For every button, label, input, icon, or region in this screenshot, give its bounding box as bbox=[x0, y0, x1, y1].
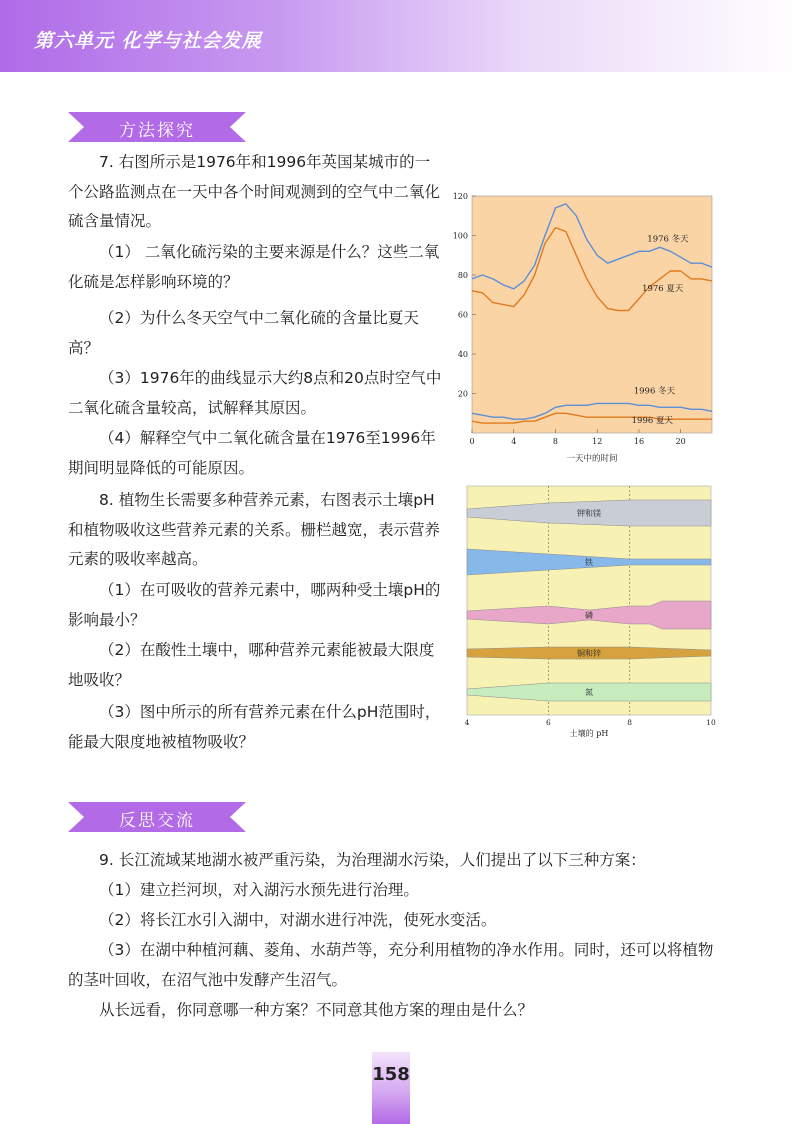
x-tick-label: 0 bbox=[469, 437, 475, 446]
x-tick-label: 10 bbox=[706, 718, 716, 727]
y-tick-label: 60 bbox=[457, 310, 468, 320]
nutrient-label: 铁 bbox=[585, 558, 593, 567]
nutrient-label: 氮 bbox=[585, 688, 593, 697]
x-tick-label: 4 bbox=[511, 437, 517, 446]
section-banner-method bbox=[68, 112, 246, 142]
q7-sub1: （1） 二氧化硫污染的主要来源是什么？这些二氧化硫是怎样影响环境的？ bbox=[68, 243, 440, 291]
series-label: 1976 冬天 bbox=[647, 234, 689, 245]
section-title: 方法探究 bbox=[119, 121, 195, 141]
y-tick-label: 100 bbox=[452, 231, 468, 241]
nutrient-label: 铜和锌 bbox=[577, 649, 601, 658]
soil-ph-nutrient-chart bbox=[455, 482, 720, 742]
series-label: 1996 夏天 bbox=[631, 416, 673, 427]
section-banner-reflection bbox=[68, 802, 246, 832]
q8-sub2: （2）在酸性土壤中，哪种营养元素能被最大限度地吸收？ bbox=[68, 641, 435, 689]
x-tick-label: 16 bbox=[633, 437, 645, 446]
x-axis-label: 一天中的时间 bbox=[566, 454, 618, 464]
q9-intro: 9. 长江流域某地湖水被严重污染，为治理湖水污染，人们提出了以下三种方案： bbox=[99, 851, 646, 869]
q7-sub3: （3）1976年的曲线显示大约8点和20点时空气中二氧化硫含量较高，试解释其原因。 bbox=[68, 369, 442, 417]
x-tick-label: 6 bbox=[545, 718, 551, 727]
page-number: 158 bbox=[372, 1064, 410, 1085]
q9-sub3: （3）在湖中种植河藕、菱角、水葫芦等，充分利用植物的净水作用。同时，还可以将植物的茎叶回收，在沼气池中发酵产生沼气。 bbox=[68, 941, 714, 989]
chart-plot-background bbox=[472, 196, 712, 433]
x-tick-label: 8 bbox=[552, 437, 559, 446]
unit-header bbox=[0, 0, 800, 72]
section-title: 反思交流 bbox=[119, 811, 195, 831]
y-tick-label: 20 bbox=[457, 389, 468, 399]
q7-intro: 7. 右图所示是1976年和1996年英国某城市的一个公路监测点在一天中各个时间观测到的空气中二氧化硫含量情况。 bbox=[68, 153, 441, 230]
page-number-tab bbox=[372, 1052, 410, 1124]
series-label: 1976 夏天 bbox=[642, 283, 684, 294]
x-tick-label: 4 bbox=[464, 718, 470, 727]
q9-closing: 从长远看，你同意哪一种方案？不同意其他方案的理由是什么？ bbox=[99, 1001, 534, 1019]
so2-line-chart bbox=[448, 190, 718, 470]
y-tick-label: 80 bbox=[457, 271, 468, 280]
q7-sub2: （2）为什么冬天空气中二氧化硫的含量比夏天高？ bbox=[68, 309, 419, 357]
x-tick-label: 20 bbox=[675, 437, 686, 446]
q9-sub1: （1）建立拦河坝，对入湖污水预先进行治理。 bbox=[99, 881, 419, 899]
q7-sub4: （4）解释空气中二氧化硫含量在1976至1996年期间明显降低的可能原因。 bbox=[68, 429, 436, 477]
nutrient-label: 钾和镁 bbox=[577, 509, 601, 518]
q8-sub3: （3）图中所示的所有营养元素在什么pH范围时，能最大限度地被植物吸收？ bbox=[68, 703, 441, 751]
y-tick-label: 40 bbox=[457, 350, 468, 359]
unit-title: 第六单元 化学与社会发展 bbox=[34, 30, 262, 52]
nutrient-label: 磷 bbox=[585, 611, 593, 620]
x-tick-label: 8 bbox=[627, 718, 633, 727]
y-tick-label: 120 bbox=[452, 192, 468, 201]
series-label: 1996 冬天 bbox=[633, 386, 676, 397]
q9-sub2: （2）将长江水引入湖中，对湖水进行冲洗，使死水变活。 bbox=[99, 911, 497, 929]
x-axis-label: 土壤的 pH bbox=[569, 729, 609, 738]
x-tick-label: 12 bbox=[592, 437, 603, 446]
q8-intro: 8. 植物生长需要多种营养元素，右图表示土壤pH和植物吸收这些营养元素的关系。栅栏越宽，表示营养元素的吸收率越高。 bbox=[68, 491, 441, 568]
q8-sub1: （1）在可吸收的营养元素中，哪两种受土壤pH的影响最小？ bbox=[68, 581, 441, 629]
